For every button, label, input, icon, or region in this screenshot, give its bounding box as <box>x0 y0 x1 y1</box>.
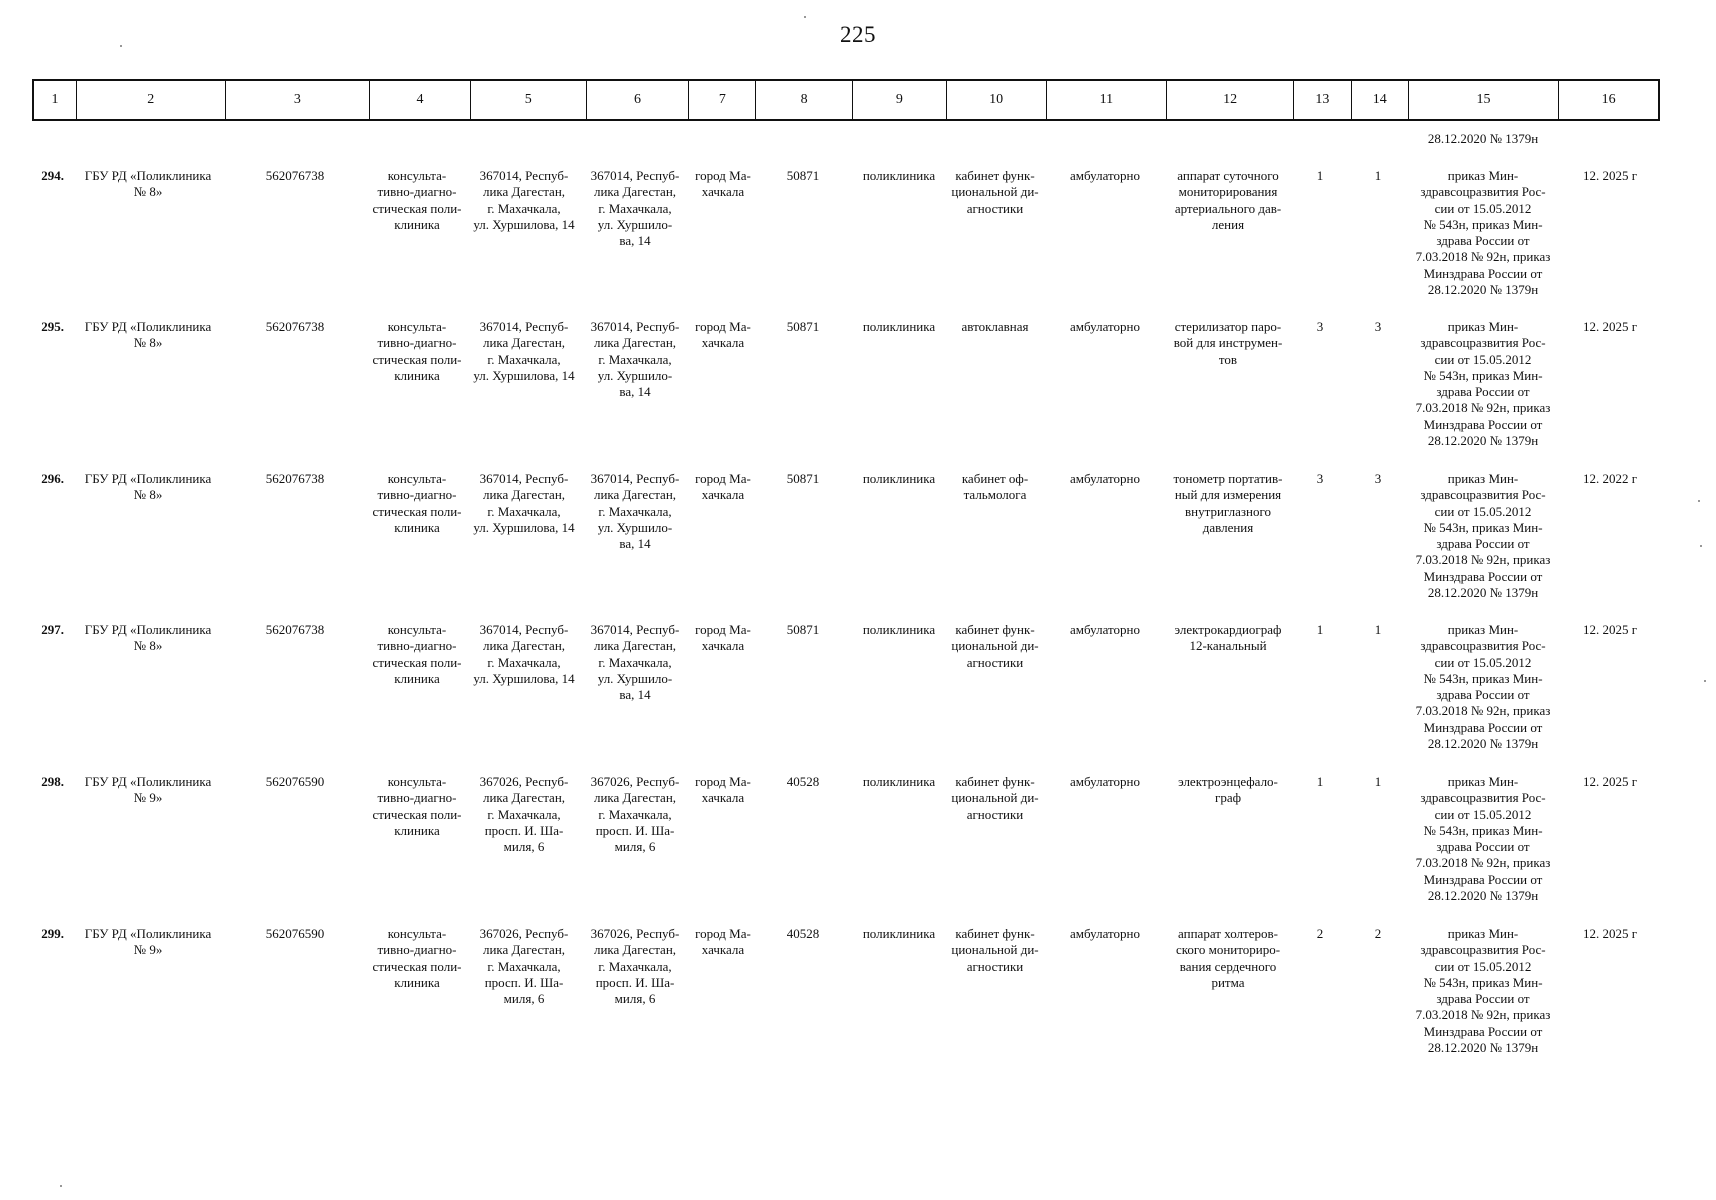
institution-type: консульта- тивно-диагно- стическая поли- клиника <box>372 774 462 838</box>
column-header: 15 <box>1409 81 1560 119</box>
quantity-present: 1 <box>1374 168 1382 183</box>
column-header: 3 <box>226 81 371 119</box>
city: город Ма- хачкала <box>695 168 751 200</box>
column-header-row <box>32 79 1660 121</box>
city: город Ма- хачкала <box>695 319 751 351</box>
equipment-name: аппарат холтеров- ского мониториро- вания сердечного ритма <box>1175 926 1281 990</box>
code: 50871 <box>786 168 820 183</box>
page-number: 225 <box>840 22 876 47</box>
column-header: 4 <box>370 81 471 119</box>
deadline-date: 12. 2022 г <box>1582 471 1638 486</box>
inn-code: 562076738 <box>265 319 325 334</box>
quantity-required: 1 <box>1316 774 1324 789</box>
continued-basis-text: 28.12.2020 № 1379н <box>1427 131 1539 146</box>
quantity-present: 3 <box>1374 471 1382 486</box>
table-row <box>0 774 1716 924</box>
care-condition: амбулаторно <box>1070 319 1140 334</box>
unit-kind: поликлиника <box>862 168 936 183</box>
row-number: 299. <box>41 926 64 941</box>
scan-speck <box>1700 545 1702 547</box>
care-condition: амбулаторно <box>1070 471 1140 486</box>
scan-speck <box>1704 680 1706 682</box>
actual-address: 367014, Респуб- лика Дагестан, г. Махачкала, ул. Хуршило- ва, 14 <box>590 319 680 400</box>
quantity-required: 1 <box>1316 168 1324 183</box>
column-header: 10 <box>947 81 1047 119</box>
quantity-present: 1 <box>1374 774 1382 789</box>
actual-address: 367014, Респуб- лика Дагестан, г. Махачкала, ул. Хуршило- ва, 14 <box>590 622 680 703</box>
quantity-required: 3 <box>1316 319 1324 334</box>
room: кабинет функ- циональной ди- агностики <box>951 926 1039 974</box>
unit-kind: поликлиника <box>862 622 936 637</box>
code: 50871 <box>786 471 820 486</box>
institution-type: консульта- тивно-диагно- стическая поли- клиника <box>372 926 462 990</box>
row-number: 297. <box>41 622 64 637</box>
equipment-name: тонометр портатив- ный для измерения внутриглазного давления <box>1173 471 1283 535</box>
actual-address: 367026, Респуб- лика Дагестан, г. Махачкала, просп. И. Ша- миля, 6 <box>590 926 680 1007</box>
legal-basis: приказ Мин- здравсоцразвития Рос- сии от 15.05.2012 № 543н, приказ Мин- здрава России от 7.03.2018 № 92н, приказ Минздрава России от 28.12.2020 № 1379н <box>1415 168 1551 298</box>
inn-code: 562076738 <box>265 168 325 183</box>
actual-address: 367014, Респуб- лика Дагестан, г. Махачкала, ул. Хуршило- ва, 14 <box>590 168 680 249</box>
scan-speck <box>804 16 806 18</box>
inn-code: 562076738 <box>265 471 325 486</box>
institution-type: консульта- тивно-диагно- стическая поли- клиника <box>372 168 462 232</box>
column-header: 11 <box>1047 81 1168 119</box>
legal-address: 367026, Респуб- лика Дагестан, г. Махачкала, просп. И. Ша- миля, 6 <box>479 774 569 855</box>
actual-address: 367014, Респуб- лика Дагестан, г. Махачкала, ул. Хуршило- ва, 14 <box>590 471 680 552</box>
organization-name: ГБУ РД «Поликлиника № 8» <box>84 319 212 351</box>
column-header: 16 <box>1601 92 1616 107</box>
table-row <box>0 471 1716 621</box>
legal-address: 367014, Респуб- лика Дагестан, г. Махачкала, ул. Хуршилова, 14 <box>473 471 575 535</box>
unit-kind: поликлиника <box>862 471 936 486</box>
care-condition: амбулаторно <box>1070 168 1140 183</box>
institution-type: консульта- тивно-диагно- стическая поли- клиника <box>372 471 462 535</box>
column-header: 2 <box>77 81 226 119</box>
scan-speck <box>120 45 122 47</box>
scan-speck <box>1698 500 1700 502</box>
city: город Ма- хачкала <box>695 926 751 958</box>
code: 50871 <box>786 319 820 334</box>
deadline-date: 12. 2025 г <box>1582 774 1638 789</box>
deadline-date: 12. 2025 г <box>1582 622 1638 637</box>
quantity-present: 2 <box>1374 926 1382 941</box>
deadline-date: 12. 2025 г <box>1582 926 1638 941</box>
deadline-date: 12. 2025 г <box>1582 168 1638 183</box>
room: автоклавная <box>961 319 1029 334</box>
inn-code: 562076590 <box>265 774 325 789</box>
scan-speck <box>60 1185 62 1187</box>
institution-type: консульта- тивно-диагно- стическая поли- клиника <box>372 319 462 383</box>
legal-basis: приказ Мин- здравсоцразвития Рос- сии от 15.05.2012 № 543н, приказ Мин- здрава России от 7.03.2018 № 92н, приказ Минздрава России от 28.12.2020 № 1379н <box>1415 622 1551 752</box>
row-number: 295. <box>41 319 64 334</box>
column-header: 6 <box>587 81 690 119</box>
care-condition: амбулаторно <box>1070 926 1140 941</box>
code: 40528 <box>786 774 820 789</box>
equipment-name: аппарат суточного мониторирования артериального дав- ления <box>1174 168 1282 232</box>
column-header: 12 <box>1167 81 1294 119</box>
organization-name: ГБУ РД «Поликлиника № 8» <box>84 622 212 654</box>
column-header: 7 <box>689 81 756 119</box>
column-header: 5 <box>471 81 587 119</box>
quantity-required: 2 <box>1316 926 1324 941</box>
unit-kind: поликлиника <box>862 926 936 941</box>
legal-address: 367014, Респуб- лика Дагестан, г. Махачкала, ул. Хуршилова, 14 <box>473 168 575 232</box>
city: город Ма- хачкала <box>695 774 751 806</box>
room: кабинет оф- тальмолога <box>961 471 1029 503</box>
legal-basis: приказ Мин- здравсоцразвития Рос- сии от 15.05.2012 № 543н, приказ Мин- здрава России от 7.03.2018 № 92н, приказ Минздрава России от 28.12.2020 № 1379н <box>1415 926 1551 1056</box>
inn-code: 562076738 <box>265 622 325 637</box>
column-header: 1 <box>34 81 77 119</box>
column-header: 8 <box>756 81 853 119</box>
organization-name: ГБУ РД «Поликлиника № 8» <box>84 471 212 503</box>
row-number: 294. <box>41 168 64 183</box>
equipment-name: электроэнцефало- граф <box>1178 774 1278 806</box>
legal-address: 367014, Респуб- лика Дагестан, г. Махачкала, ул. Хуршилова, 14 <box>473 319 575 383</box>
legal-address: 367014, Респуб- лика Дагестан, г. Махачкала, ул. Хуршилова, 14 <box>473 622 575 686</box>
equipment-name: электрокардиограф 12-канальный <box>1174 622 1282 654</box>
unit-kind: поликлиника <box>862 319 936 334</box>
equipment-name: стерилизатор паро- вой для инструмен- тов <box>1173 319 1283 367</box>
quantity-required: 1 <box>1316 622 1324 637</box>
actual-address: 367026, Респуб- лика Дагестан, г. Махачкала, просп. И. Ша- миля, 6 <box>590 774 680 855</box>
legal-basis: приказ Мин- здравсоцразвития Рос- сии от 15.05.2012 № 543н, приказ Мин- здрава России от 7.03.2018 № 92н, приказ Минздрава России от 28.12.2020 № 1379н <box>1415 774 1551 904</box>
row-number: 298. <box>41 774 64 789</box>
quantity-present: 3 <box>1374 319 1382 334</box>
institution-type: консульта- тивно-диагно- стическая поли- клиника <box>372 622 462 686</box>
organization-name: ГБУ РД «Поликлиника № 9» <box>84 926 212 958</box>
city: город Ма- хачкала <box>695 622 751 654</box>
deadline-date: 12. 2025 г <box>1582 319 1638 334</box>
organization-name: ГБУ РД «Поликлиника № 9» <box>84 774 212 806</box>
code: 50871 <box>786 622 820 637</box>
room: кабинет функ- циональной ди- агностики <box>951 622 1039 670</box>
row-number: 296. <box>41 471 64 486</box>
care-condition: амбулаторно <box>1070 622 1140 637</box>
organization-name: ГБУ РД «Поликлиника № 8» <box>84 168 212 200</box>
city: город Ма- хачкала <box>695 471 751 503</box>
legal-basis: приказ Мин- здравсоцразвития Рос- сии от 15.05.2012 № 543н, приказ Мин- здрава России от 7.03.2018 № 92н, приказ Минздрава России от 28.12.2020 № 1379н <box>1415 319 1551 449</box>
table-row <box>0 622 1716 772</box>
legal-basis: приказ Мин- здравсоцразвития Рос- сии от 15.05.2012 № 543н, приказ Мин- здрава России от 7.03.2018 № 92н, приказ Минздрава России от 28.12.2020 № 1379н <box>1415 471 1551 601</box>
table-row <box>0 168 1716 318</box>
table-row <box>0 319 1716 469</box>
quantity-required: 3 <box>1316 471 1324 486</box>
legal-address: 367026, Респуб- лика Дагестан, г. Махачкала, просп. И. Ша- миля, 6 <box>479 926 569 1007</box>
column-header: 13 <box>1294 81 1352 119</box>
code: 40528 <box>786 926 820 941</box>
quantity-present: 1 <box>1374 622 1382 637</box>
unit-kind: поликлиника <box>862 774 936 789</box>
inn-code: 562076590 <box>265 926 325 941</box>
table-row <box>0 926 1716 1076</box>
column-header: 9 <box>853 81 947 119</box>
column-header: 14 <box>1352 81 1409 119</box>
room: кабинет функ- циональной ди- агностики <box>951 168 1039 216</box>
room: кабинет функ- циональной ди- агностики <box>951 774 1039 822</box>
care-condition: амбулаторно <box>1070 774 1140 789</box>
